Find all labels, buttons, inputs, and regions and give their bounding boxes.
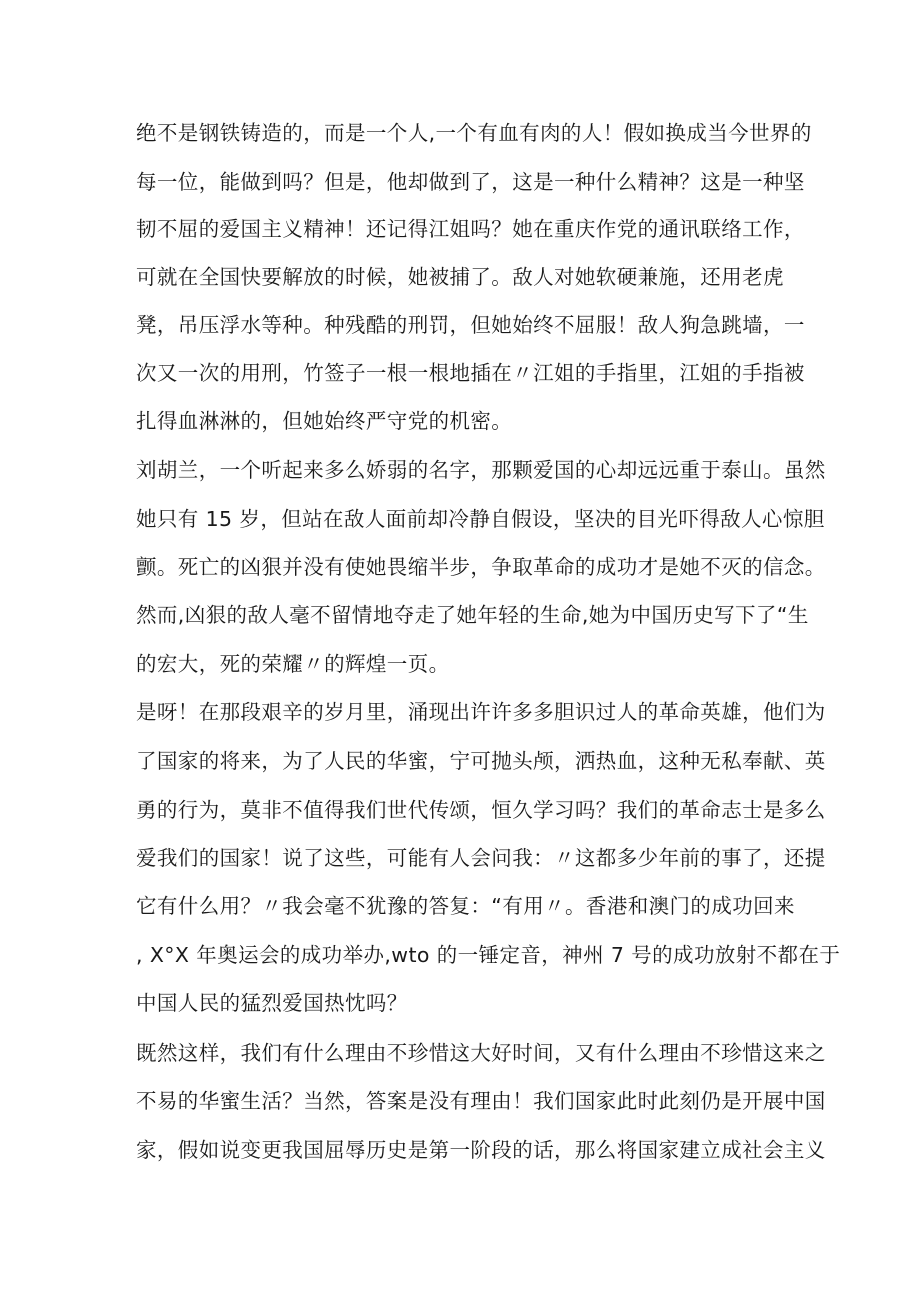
text-line: 可就在全国快要解放的时候，她被捕了。敌人对她软硬兼施，还用老虎	[136, 265, 784, 289]
text-line: 勇的行为，莫非不值得我们世代传颂，恒久学习吗？我们的革命志士是多么	[136, 798, 826, 822]
text-line: 她只有 15 岁，但站在敌人面前却冷静自假设，坚决的目光吓得敌人心惊胆	[136, 507, 825, 531]
text-line: 的宏大，死的荣耀〃的辉煌一页。	[136, 652, 450, 676]
text-line: 了国家的将来，为了人民的华蜜，宁可抛头颅，洒热血，这种无私奉献、英	[136, 749, 826, 773]
text-line: 然而,凶狠的敌人毫不留情地夺走了她年轻的生命,她为中国历史写下了“生	[136, 603, 809, 627]
text-line: 它有什么用？〃我会毫不犹豫的答复：“有用〃。香港和澳门的成功回来	[136, 894, 795, 918]
text-line: 韧不屈的爱国主义精神！还记得江姐吗？她在重庆作党的通讯联络工作，	[136, 217, 805, 241]
text-line: 次又一次的用刑，竹签子一根一根地插在〃江姐的手指里，江姐的手指被	[136, 361, 805, 385]
text-line: 是呀！在那段艰辛的岁月里，涌现出许许多多胆识过人的革命英雄，他们为	[136, 700, 826, 724]
text-line: 刘胡兰，一个听起来多么娇弱的名字，那颗爱国的心却远远重于泰山。虽然	[136, 458, 826, 482]
text-line: 家，假如说变更我国屈辱历史是第一阶段的话，那么将国家建立成社会主义	[136, 1138, 826, 1162]
text-line: 每一位，能做到吗？但是，他却做到了，这是一种什么精神？这是一种坚	[136, 170, 805, 194]
text-line: 扎得血淋淋的，但她始终严守党的机密。	[136, 409, 513, 433]
text-line: 绝不是钢铁铸造的，而是一个人,一个有血有肉的人！假如换成当今世界的	[136, 121, 812, 145]
text-line: 爱我们的国家！说了这些，可能有人会问我：〃这都多少年前的事了，还提	[136, 846, 826, 870]
text-line: , X°X 年奥运会的成功举办,wto 的一锤定音，神州 7 号的成功放射不都在于	[136, 943, 841, 967]
text-line: 颤。死亡的凶狠并没有使她畏缩半步，争取革命的成功才是她不灭的信念。	[136, 555, 826, 579]
text-line: 不易的华蜜生活？当然，答案是没有理由！我们国家此时此刻仍是开展中国	[136, 1089, 826, 1113]
text-line: 既然这样，我们有什么理由不珍惜这大好时间，又有什么理由不珍惜这来之	[136, 1041, 826, 1065]
text-line: 中国人民的猛烈爱国热忱吗？	[136, 991, 408, 1015]
text-line: 凳，吊压浮水等种。种残酷的刑罚，但她始终不屈服！敌人狗急跳墙，一	[136, 313, 805, 337]
